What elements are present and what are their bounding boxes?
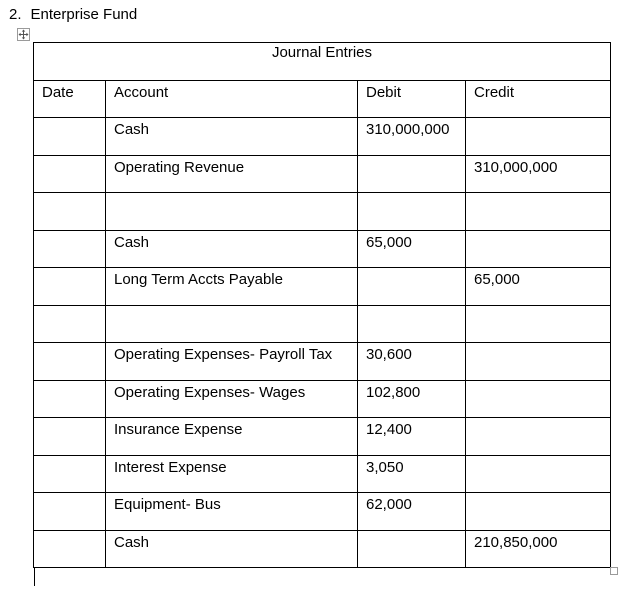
table-title: Journal Entries [271,44,373,61]
cell-debit[interactable] [358,230,466,268]
debit-value: 3,050 [366,458,404,476]
table-row [34,230,611,268]
credit-value [474,118,610,121]
date-value [42,193,105,196]
header-date: Date [42,83,74,101]
table-row [34,418,611,456]
cell-account[interactable] [106,230,358,268]
header-account: Account [114,83,169,101]
cell-date[interactable] [34,305,106,343]
cell-account[interactable] [106,343,358,381]
move-arrows-icon [18,29,29,40]
account-value: Insurance Expense [114,421,243,438]
credit-value: 210,850,000 [474,533,558,551]
date-value [42,381,105,384]
cell-account[interactable] [106,418,358,456]
cell-credit[interactable] [466,118,611,156]
date-value [42,268,105,271]
journal-entries-table [33,42,611,568]
table-row [34,455,611,493]
section-heading [9,6,137,24]
date-value [42,231,105,234]
credit-value [474,193,610,196]
cell-account[interactable] [106,155,358,193]
account-value: Operating Expenses- Wages [114,383,306,401]
table-row [34,118,611,156]
credit-value [474,493,610,496]
cell-debit[interactable] [358,193,466,231]
date-value [42,456,105,459]
date-value [42,418,105,421]
section-number: 2. [9,6,22,23]
cell-date[interactable] [34,530,106,568]
credit-value [474,231,610,234]
account-value: Cash [114,121,150,138]
date-value [42,156,105,159]
account-value: Operating Revenue [114,158,245,176]
table-header-row [34,80,611,118]
table-row [34,193,611,231]
account-value: Long Term Accts Payable [114,271,283,288]
debit-value: 62,000 [366,496,412,513]
cell-account[interactable] [106,268,358,306]
cell-account[interactable] [106,530,358,568]
cell-account[interactable] [106,305,358,343]
debit-value [366,531,465,534]
cell-date[interactable] [34,493,106,531]
cell-account[interactable] [106,118,358,156]
debit-value [366,193,465,196]
header-debit-cell[interactable] [358,80,466,118]
account-value [114,193,357,196]
cell-credit[interactable] [466,418,611,456]
header-credit-cell[interactable] [466,80,611,118]
table-title-cell[interactable] [34,43,611,81]
cell-credit[interactable] [466,193,611,231]
debit-value: 65,000 [366,233,412,251]
account-value: Interest Expense [114,458,227,476]
cell-credit[interactable] [466,230,611,268]
cell-date[interactable] [34,418,106,456]
cell-date[interactable] [34,380,106,418]
cell-debit[interactable] [358,343,466,381]
header-debit: Debit [366,83,402,101]
cell-account[interactable] [106,493,358,531]
cell-date[interactable] [34,230,106,268]
cell-credit[interactable] [466,268,611,306]
account-value: Cash [114,533,150,551]
text-cursor [34,568,35,586]
cell-debit[interactable] [358,380,466,418]
credit-value [474,456,610,459]
cell-date[interactable] [34,155,106,193]
credit-value [474,306,610,309]
cell-debit[interactable] [358,268,466,306]
debit-value [366,268,465,271]
cell-credit[interactable] [466,493,611,531]
table-row [34,343,611,381]
credit-value [474,381,610,384]
date-value [42,493,105,496]
account-value: Operating Expenses- Payroll Tax [114,346,333,363]
debit-value: 310,000,000 [366,121,450,138]
cell-date[interactable] [34,193,106,231]
cell-debit[interactable] [358,118,466,156]
date-value [42,531,105,534]
cell-account[interactable] [106,380,358,418]
header-credit: Credit [474,83,515,101]
table-row [34,268,611,306]
header-account-cell[interactable] [106,80,358,118]
credit-value: 310,000,000 [474,158,558,176]
cell-date[interactable] [34,343,106,381]
table-resize-handle[interactable] [610,567,618,575]
cell-credit[interactable] [466,380,611,418]
debit-value: 30,600 [366,346,412,363]
header-date-cell[interactable] [34,80,106,118]
cell-date[interactable] [34,268,106,306]
account-value: Equipment- Bus [114,496,221,513]
table-row [34,305,611,343]
cell-account[interactable] [106,455,358,493]
table-row [34,530,611,568]
date-value [42,118,105,121]
table-move-handle[interactable] [17,28,30,41]
table-title-row [34,43,611,81]
credit-value: 65,000 [474,271,520,288]
date-value [42,306,105,309]
account-value [114,306,357,309]
cell-date[interactable] [34,455,106,493]
cell-debit[interactable] [358,418,466,456]
debit-value [366,306,465,309]
cell-credit[interactable] [466,455,611,493]
cell-debit[interactable] [358,455,466,493]
cell-credit[interactable] [466,155,611,193]
account-value: Cash [114,233,150,251]
cell-credit[interactable] [466,530,611,568]
debit-value [366,156,465,159]
cell-debit[interactable] [358,155,466,193]
cell-credit[interactable] [466,343,611,381]
debit-value: 12,400 [366,421,412,438]
table-row [34,493,611,531]
table-row [34,380,611,418]
cell-debit[interactable] [358,530,466,568]
cell-debit[interactable] [358,305,466,343]
table-row [34,155,611,193]
cell-debit[interactable] [358,493,466,531]
cell-credit[interactable] [466,305,611,343]
credit-value [474,418,610,421]
credit-value [474,343,610,346]
cell-account[interactable] [106,193,358,231]
cell-date[interactable] [34,118,106,156]
debit-value: 102,800 [366,383,421,401]
section-title: Enterprise Fund [30,6,138,23]
date-value [42,343,105,346]
